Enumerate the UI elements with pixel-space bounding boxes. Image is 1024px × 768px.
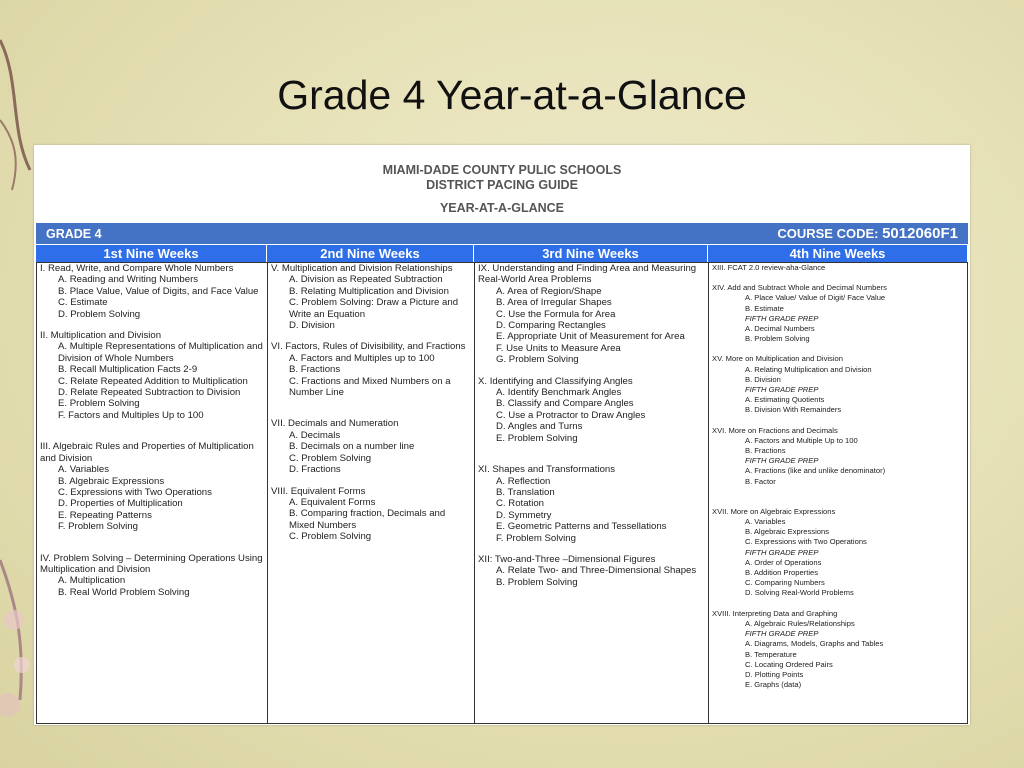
topic: A. Area of Region/Shape [496,285,602,297]
course-code [777,225,958,242]
topic: A. Algebraic Rules/Relationships [745,618,855,628]
topic: A. Order of Operations [745,557,822,567]
columns [36,262,968,724]
topic: B. Fractions [745,446,786,456]
topic: E. Graphs (data) [745,680,802,690]
topic: D. Angles and Turns [496,421,583,433]
topic: G. Problem Solving [496,354,579,366]
column-fourth-nine-weeks [708,262,968,724]
fifth-grade-prep-label: FIFTH GRADE PREP [745,385,819,395]
column-heading-3: 3rd Nine Weeks [474,245,708,262]
topic: D. Plotting Points [745,669,804,679]
topic: A. Decimal Numbers [745,324,815,334]
unit-heading: XVI. More on Fractions and Decimals [712,425,838,435]
topic: B. Real World Problem Solving [58,586,190,598]
grade-label: GRADE 4 [46,227,102,241]
unit-heading: X. Identifying and Classifying Angles [478,375,633,387]
topic: B. Decimals on a number line [289,441,415,453]
topic: A. Estimating Quotients [745,395,825,405]
topic: C. Estimate [58,297,108,309]
topic: B. Relating Multiplication and Division [289,285,449,297]
topic: E. Geometric Patterns and Tessellations [496,521,667,533]
unit-heading: VI. Factors, Rules of Divisibility, and Fractions [271,341,466,353]
topic: D. Comparing Rectangles [496,320,606,332]
column-second-nine-weeks [267,262,474,724]
topic: D. Relate Repeated Subtraction to Division [58,387,241,399]
topic: A. Reflection [496,475,551,487]
topic: B. Division With Remainders [745,405,842,415]
topic: A. Equivalent Forms [289,496,376,508]
topic: B. Place Value, Value of Digits, and Face Value [58,285,259,297]
unit-heading: XIII. FCAT 2.0 review-aha-Glance [712,263,826,272]
header-school: MIAMI-DADE COUNTY PULIC SCHOOLS [382,163,622,177]
topic: C. Use a Protractor to Draw Angles [496,409,646,421]
unit-heading: VIII. Equivalent Forms [271,485,366,497]
topic: A. Relating Multiplication and Division [745,364,872,374]
unit-heading: V. Multiplication and Division Relationships [271,263,453,274]
unit-heading: XVII. More on Algebraic Expressions [712,506,836,516]
column-heading-4: 4th Nine Weeks [708,245,968,262]
topic: D. Division [289,320,335,332]
topic: C. Expressions with Two Operations [58,486,212,498]
topic: B. Problem Solving [745,334,810,344]
topic: E. Problem Solving [58,398,140,410]
fifth-grade-prep-label: FIFTH GRADE PREP [745,456,819,466]
column-first-nine-weeks [36,262,267,724]
topic: C. Relate Repeated Addition to Multiplication [58,375,248,387]
grade-bar [36,223,968,244]
topic: A. Multiple Representations of Multiplication and Division of Whole Numbers [58,341,263,364]
topic: B. Comparing fraction, Decimals and Mixed Numbers [289,508,446,531]
unit-heading: XII: Two-and-Three –Dimensional Figures [478,553,656,565]
topic: A. Relate Two- and Three-Dimensional Shapes [496,565,697,577]
topic: C. Comparing Numbers [745,578,825,588]
topic: A. Multiplication [58,575,126,587]
unit-heading: II. Multiplication and Division [40,330,162,342]
topic: A. Variables [58,464,110,476]
topic: C. Use the Formula for Area [496,308,616,320]
topic: B. Addition Properties [745,568,819,578]
unit-heading: VII. Decimals and Numeration [271,418,399,430]
header-year-at-a-glance: YEAR-AT-A-GLANCE [439,201,565,215]
unit-heading: IX. Understanding and Finding Area and Measuring Real-World Area Problems [478,263,697,286]
topic: B. Factor [745,476,776,486]
pacing-guide-document [34,145,970,725]
topic: A. Factors and Multiple Up to 100 [745,435,858,445]
topic: D. Symmetry [496,509,552,521]
topic: B. Translation [496,486,555,498]
topic: B. Algebraic Expressions [745,527,829,537]
topic: B. Algebraic Expressions [58,475,165,487]
unit-heading: IV. Problem Solving – Determining Operations Using Multiplication and Division [40,552,263,575]
topic: E. Appropriate Unit of Measurement for Area [496,331,685,343]
topic: A. Factors and Multiples up to 100 [289,352,435,364]
topic: B. Fractions [289,364,341,376]
topic: B. Recall Multiplication Facts 2-9 [58,364,198,376]
topic: B. Estimate [745,303,784,313]
topic: D. Problem Solving [58,308,141,320]
fifth-grade-prep-label: FIFTH GRADE PREP [745,629,819,639]
topic: C. Fractions and Mixed Numbers on a Number Line [289,375,451,399]
fifth-grade-prep-label: FIFTH GRADE PREP [745,313,819,323]
unit-heading: XVIII. Interpreting Data and Graphing [712,608,838,618]
topic: B. Division [745,374,781,384]
topic: D. Solving Real-World Problems [745,588,854,598]
topic: A. Place Value/ Value of Digit/ Face Value [745,293,886,303]
topic: B. Problem Solving [496,576,578,588]
topic: F. Problem Solving [496,532,576,544]
column-heading-1: 1st Nine Weeks [36,245,267,262]
topic: A. Identify Benchmark Angles [496,387,622,399]
topic: B. Temperature [745,649,797,659]
topic: C. Problem Solving [289,452,372,464]
fifth-grade-prep-label: FIFTH GRADE PREP [745,547,819,557]
column-headings [36,245,968,262]
topic: E. Repeating Patterns [58,509,152,521]
topic: F. Factors and Multiples Up to 100 [58,409,204,421]
column-heading-2: 2nd Nine Weeks [267,245,474,262]
topic: D. Fractions [289,464,341,476]
topic: A. Reading and Writing Numbers [58,274,199,286]
unit-heading: XIV. Add and Subtract Whole and Decimal Numbers [712,283,887,293]
topic: B. Area of Irregular Shapes [496,297,612,309]
topic: C. Problem Solving [289,531,372,543]
topic: C. Problem Solving: Draw a Picture and Write an Equation [289,297,459,320]
topic: F. Problem Solving [58,521,138,533]
unit-heading: XV. More on Multiplication and Division [712,354,843,364]
course-code-value: 5012060F1 [882,225,958,242]
unit-heading: XI. Shapes and Transformations [478,464,616,476]
topic: D. Properties of Multiplication [58,498,183,510]
course-code-label: COURSE CODE: [777,226,879,241]
unit-heading: I. Read, Write, and Compare Whole Numbers [40,263,234,274]
topic: A. Division as Repeated Subtraction [289,274,443,286]
slide-title: Grade 4 Year-at-a-Glance [277,72,747,118]
topic: C. Expressions with Two Operations [745,537,867,547]
topic: C. Locating Ordered Pairs [745,659,833,669]
topic: B. Classify and Compare Angles [496,398,634,410]
topic: A. Fractions (like and unlike denominator) [745,466,886,476]
column-third-nine-weeks [474,262,708,724]
topic: C. Rotation [496,498,544,510]
unit-heading: III. Algebraic Rules and Properties of Multiplication and Division [40,441,254,464]
topic: F. Use Units to Measure Area [496,342,621,354]
topic: A. Decimals [289,429,341,441]
header-guide: DISTRICT PACING GUIDE [426,178,578,192]
topic: A. Diagrams, Models, Graphs and Tables [745,639,884,649]
topic: A. Variables [745,517,786,527]
document-header [34,163,970,216]
topic: E. Problem Solving [496,432,578,444]
